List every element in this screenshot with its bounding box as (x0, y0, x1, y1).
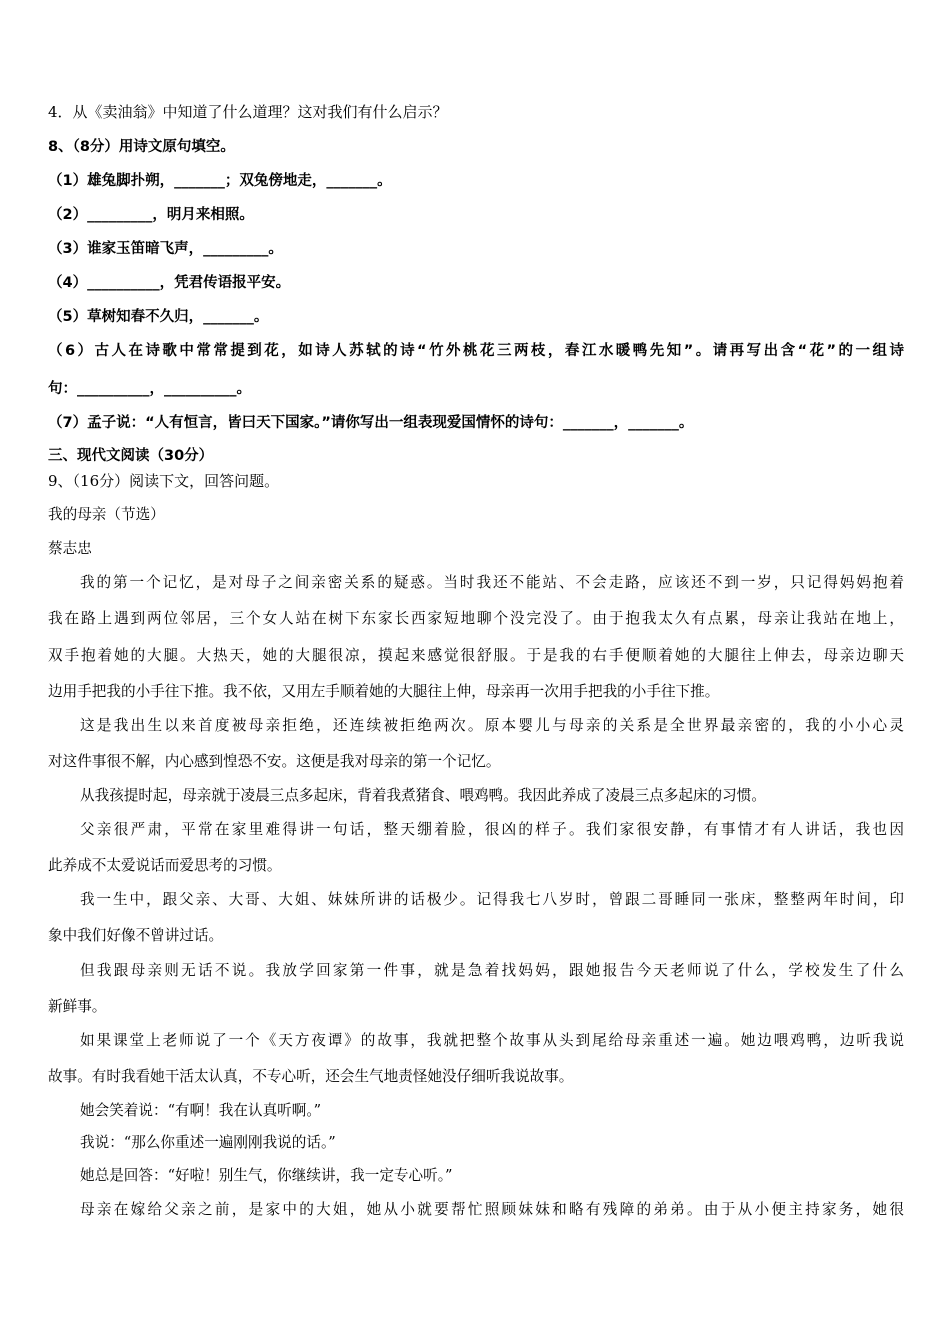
question-8-item-3: （3）谁家玉笛暗飞声，_________。 (48, 241, 283, 257)
passage-line: 边用手把我的小手往下推。我不依，又用左手顺着她的大腿往上伸，母亲再一次用手把我的小手往下推。 (48, 683, 720, 700)
passage-line: 她总是回答：“好啦！别生气，你继续讲，我一定专心听。” (80, 1167, 453, 1184)
question-4: 4．从《卖油翁》中知道了什么道理？这对我们有什么启示？ (48, 103, 448, 121)
passage-author: 蔡志忠 (48, 540, 92, 557)
passage-line: 我的第一个记忆，是对母子之间亲密关系的疑惑。当时我还不能站、不会走路，应该还不到一岁，只记得妈妈抱着 (80, 574, 904, 591)
passage-line: 故事。有时我看她干活太认真，不专心听，还会生气地责怪她没仔细听我说故事。 (48, 1068, 574, 1085)
question-8-item-4: （4）__________，凭君传语报平安。 (48, 275, 291, 291)
passage-title: 我的母亲（节选） (48, 506, 165, 523)
passage-line: 她会笑着说：“有啊！我在认真听啊。” (80, 1102, 322, 1119)
passage-line: 双手抱着她的大腿。大热天，她的大腿很凉，摸起来感觉很舒服。于是我的右手便顺着她的大腿往上伸去，母亲边聊天 (48, 647, 904, 664)
question-8-item-6: （6）古人在诗歌中常常提到花，如诗人苏轼的诗“竹外桃花三两枝，春江水暖鸭先知”。请再写出含“花”的一组诗 (48, 343, 904, 359)
passage-line: 但我跟母亲则无话不说。我放学回家第一件事，就是急着找妈妈，跟她报告今天老师说了什么，学校发生了什么 (80, 962, 904, 979)
question-8-item-5: （5）草树知春不久归，_______。 (48, 309, 269, 325)
passage-line: 对这件事很不解，内心感到惶恐不安。这便是我对母亲的第一个记忆。 (48, 753, 501, 770)
question-8-item-6-cont: 句：__________，__________。 (48, 381, 251, 397)
passage-line: 此养成不太爱说话而爱思考的习惯。 (48, 857, 282, 874)
passage-line: 我说：“那么你重述一遍刚刚我说的话。” (80, 1134, 336, 1151)
passage-line: 父亲很严肃，平常在家里难得讲一句话，整天绷着脸，很凶的样子。我们家很安静，有事情才有人讲话，我也因 (80, 821, 904, 838)
question-9-stem: 9、（16分）阅读下文，回答问题。 (48, 472, 280, 490)
passage-line: 新鲜事。 (48, 998, 107, 1015)
passage-line: 如果课堂上老师说了一个《天方夜谭》的故事，我就把整个故事从头到尾给母亲重述一遍。她边喂鸡鸭，边听我说 (80, 1032, 904, 1049)
passage-line: 我在路上遇到两位邻居，三个女人站在树下东家长西家短地聊个没完没了。由于抱我太久有点累，母亲让我站在地上， (48, 610, 904, 627)
question-8-stem: 8、（8分）用诗文原句填空。 (48, 139, 235, 155)
section-3-heading: 三、现代文阅读（30分） (48, 448, 214, 464)
question-8-item-7: （7）孟子说：“人有恒言，皆曰天下国家。”请你写出一组表现爱国情怀的诗句：_______，_______。 (48, 415, 694, 431)
passage-line: 我一生中，跟父亲、大哥、大姐、妹妹所讲的话极少。记得我七八岁时，曾跟二哥睡同一张床，整整两年时间，印 (80, 891, 904, 908)
passage-line: 象中我们好像不曾讲过话。 (48, 927, 224, 944)
passage-line: 母亲在嫁给父亲之前，是家中的大姐，她从小就要帮忙照顾妹妹和略有残障的弟弟。由于从小便主持家务，她很 (80, 1201, 904, 1218)
question-8-item-2: （2）_________，明月来相照。 (48, 207, 254, 223)
question-8-item-1: （1）雄兔脚扑朔，_______；双兔傍地走，_______。 (48, 173, 392, 189)
passage-line: 这是我出生以来首度被母亲拒绝，还连续被拒绝两次。原本婴儿与母亲的关系是全世界最亲密的，我的小小心灵 (80, 717, 904, 734)
passage-line: 从我孩提时起，母亲就于凌晨三点多起床，背着我煮猪食、喂鸡鸭。我因此养成了凌晨三点多起床的习惯。 (80, 787, 766, 804)
